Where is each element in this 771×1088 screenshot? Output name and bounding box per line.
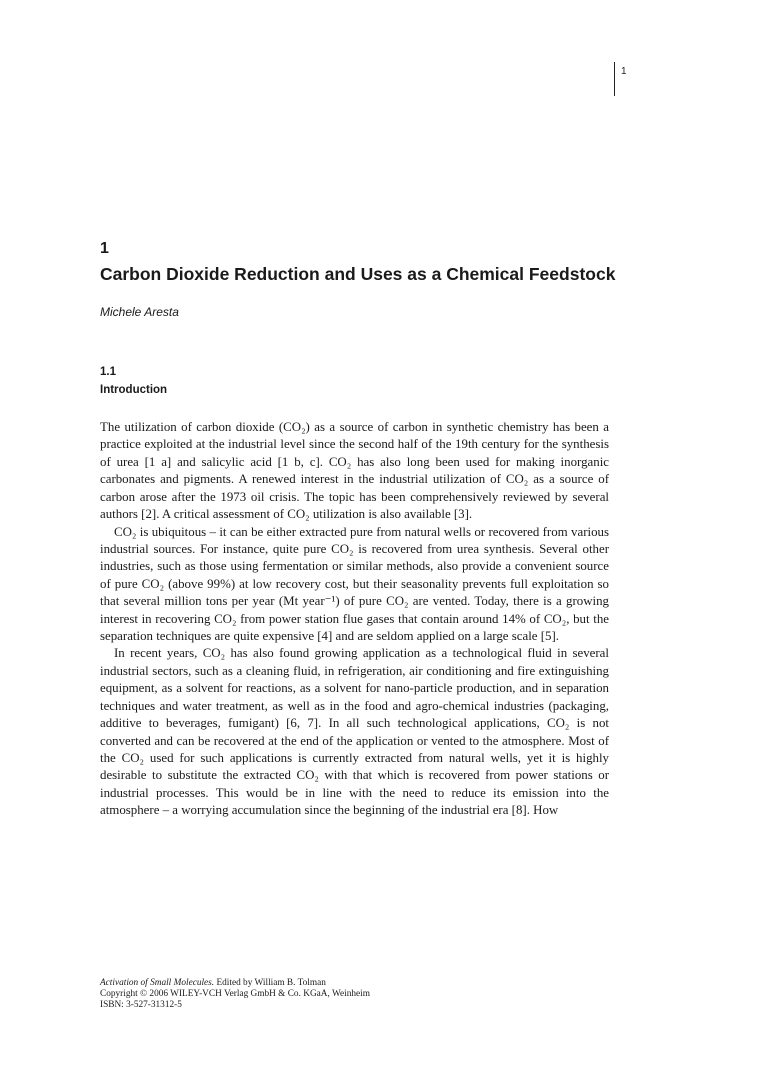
body-text [100,419,609,820]
paragraph: In recent years, CO₂ has also found growing application as a technological fluid in several industrial sectors, such as a cleaning fluid, in refrigeration, air conditioning and fire extinguishing equipment, as a solvent for reactions, as a solvent for nano-particle production, and in separation techniques and water treatment, as well as in the food and agro-chemical industries (packaging, additive to beverages, fumigant) [6, 7]. In all such technological applications, CO₂ is not converted and can be recovered at the end of the application or vented to the atmosphere. Most of the CO₂ used for such applications is currently extracted from natural wells, yet it is highly desirable to substitute the extracted CO₂ with that which is recovered from power stations or industrial processes. This would be in line with the need to reduce its emission into the atmosphere – a worrying accumulation since the beginning of the industrial era [8]. How [100,646,609,818]
footer-isbn-line: ISBN: 3-527-31312-5 [100,1000,182,1011]
book-title: Activation of Small Molecules. [100,978,215,988]
footer-citation-line [100,978,609,989]
paragraph: The utilization of carbon dioxide (CO₂) as a source of carbon in synthetic chemistry has been a practice exploited at the industrial level since the second half of the 19th century for the synthesis of urea [1 a] and salicylic acid [1 b, c]. CO₂ has also long been used for making inorganic carbonates and pigments. A renewed interest in the industrial utilization of CO₂ as a source of carbon arose after the 1973 oil crisis. The topic has been comprehensively reviewed by several authors [2]. A critical assessment of CO₂ utilization is also available [3]. [100,420,609,522]
author-name: Michele Aresta [100,305,179,319]
editor-credit: Edited by William B. Tolman [214,978,326,988]
page-number: 1 [614,62,627,96]
paragraph: CO₂ is ubiquitous – it can be either extracted pure from natural wells or recovered from various industrial sources. For instance, quite pure CO₂ is recovered from urea synthesis. Several other industries, such as those using fermentation or similar methods, also provide a convenient source of pure CO₂ (above 99%) at low recovery cost, but their seasonality prevents full exploitation so that several million tons per year (Mt year⁻¹) of pure CO₂ are vented. Today, there is a growing interest in recovering CO₂ from power station flue gases that contain around 14% of CO₂, but the separation techniques are quite expensive [4] and are seldom applied on a large scale [5]. [100,524,609,644]
copyright-footer [100,978,609,1012]
section-number: 1.1 [100,366,116,378]
footer-copyright-line: Copyright © 2006 WILEY-VCH Verlag GmbH & Co. KGaA, Weinheim [100,989,370,1000]
section-title: Introduction [100,384,168,396]
chapter-number: 1 [100,240,109,257]
chapter-title: Carbon Dioxide Reduction and Uses as a Chemical Feedstock [100,264,616,284]
